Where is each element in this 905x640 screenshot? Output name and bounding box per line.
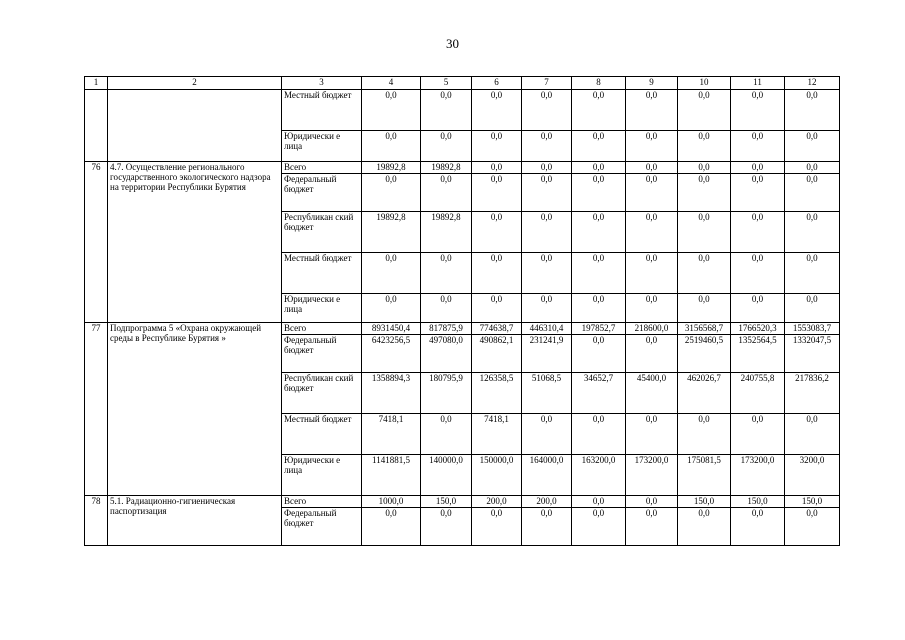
- amount-cell: 240755,8: [731, 373, 785, 414]
- table-row: [85, 496, 840, 508]
- amount-cell: 0,0: [572, 253, 626, 294]
- amount-cell: 0,0: [472, 90, 522, 131]
- funding-source: Юридически е лица: [282, 131, 362, 162]
- amount-cell: 497080,0: [421, 335, 472, 373]
- amount-cell: 0,0: [626, 414, 678, 455]
- amount-cell: 0,0: [785, 253, 840, 294]
- amount-cell: 150000,0: [472, 455, 522, 496]
- column-header: 2: [108, 77, 282, 90]
- amount-cell: 34652,7: [572, 373, 626, 414]
- funding-source: Федеральный бюджет: [282, 335, 362, 373]
- amount-cell: 0,0: [731, 414, 785, 455]
- amount-cell: 0,0: [626, 174, 678, 212]
- amount-cell: 7418,1: [362, 414, 421, 455]
- amount-cell: 0,0: [785, 174, 840, 212]
- amount-cell: 0,0: [472, 294, 522, 323]
- amount-cell: 0,0: [678, 212, 731, 253]
- amount-cell: 0,0: [572, 335, 626, 373]
- amount-cell: 0,0: [421, 90, 472, 131]
- funding-source: Республикан ский бюджет: [282, 212, 362, 253]
- amount-cell: 0,0: [731, 294, 785, 323]
- table-row: [85, 323, 840, 335]
- amount-cell: 180795,9: [421, 373, 472, 414]
- amount-cell: 0,0: [572, 508, 626, 546]
- column-header: 7: [522, 77, 572, 90]
- amount-cell: 490862,1: [472, 335, 522, 373]
- funding-source: Всего: [282, 496, 362, 508]
- amount-cell: 0,0: [472, 131, 522, 162]
- amount-cell: 1000,0: [362, 496, 421, 508]
- amount-cell: 0,0: [731, 253, 785, 294]
- amount-cell: 0,0: [472, 212, 522, 253]
- amount-cell: 19892,8: [421, 162, 472, 174]
- amount-cell: 0,0: [421, 131, 472, 162]
- amount-cell: 0,0: [572, 131, 626, 162]
- program-name: [108, 90, 282, 162]
- funding-source: Местный бюджет: [282, 90, 362, 131]
- amount-cell: 0,0: [678, 90, 731, 131]
- amount-cell: 0,0: [626, 253, 678, 294]
- program-name: 5.1. Радиационно-гигиеническая паспортизация: [108, 496, 282, 546]
- amount-cell: 231241,9: [522, 335, 572, 373]
- amount-cell: 0,0: [731, 162, 785, 174]
- amount-cell: 0,0: [626, 496, 678, 508]
- column-header: 4: [362, 77, 421, 90]
- amount-cell: 0,0: [421, 174, 472, 212]
- budget-table: [84, 76, 840, 546]
- amount-cell: 8931450,4: [362, 323, 421, 335]
- column-header: 5: [421, 77, 472, 90]
- amount-cell: 0,0: [522, 508, 572, 546]
- amount-cell: 0,0: [421, 508, 472, 546]
- amount-cell: 0,0: [626, 335, 678, 373]
- amount-cell: 0,0: [572, 496, 626, 508]
- amount-cell: 817875,9: [421, 323, 472, 335]
- amount-cell: 0,0: [785, 212, 840, 253]
- amount-cell: 0,0: [785, 294, 840, 323]
- amount-cell: 0,0: [572, 174, 626, 212]
- amount-cell: 0,0: [472, 253, 522, 294]
- column-header: 11: [731, 77, 785, 90]
- amount-cell: 0,0: [522, 131, 572, 162]
- amount-cell: 0,0: [522, 174, 572, 212]
- amount-cell: 0,0: [785, 90, 840, 131]
- amount-cell: 163200,0: [572, 455, 626, 496]
- amount-cell: 19892,8: [362, 162, 421, 174]
- row-number: 78: [85, 496, 108, 546]
- funding-source: Всего: [282, 162, 362, 174]
- amount-cell: 0,0: [472, 174, 522, 212]
- amount-cell: 0,0: [572, 90, 626, 131]
- funding-source: Федеральный бюджет: [282, 508, 362, 546]
- column-header: 8: [572, 77, 626, 90]
- row-number: [85, 90, 108, 162]
- amount-cell: 0,0: [421, 414, 472, 455]
- amount-cell: 0,0: [522, 212, 572, 253]
- amount-cell: 0,0: [626, 212, 678, 253]
- amount-cell: 0,0: [731, 131, 785, 162]
- column-header: 9: [626, 77, 678, 90]
- funding-source: Юридически е лица: [282, 294, 362, 323]
- column-header: 6: [472, 77, 522, 90]
- amount-cell: 45400,0: [626, 373, 678, 414]
- amount-cell: 774638,7: [472, 323, 522, 335]
- row-number: 77: [85, 323, 108, 496]
- table-row: [85, 162, 840, 174]
- amount-cell: 0,0: [362, 508, 421, 546]
- amount-cell: 173200,0: [626, 455, 678, 496]
- amount-cell: 7418,1: [472, 414, 522, 455]
- amount-cell: 150,0: [678, 496, 731, 508]
- amount-cell: 19892,8: [421, 212, 472, 253]
- amount-cell: 0,0: [731, 174, 785, 212]
- amount-cell: 0,0: [785, 508, 840, 546]
- funding-source: Юридически е лица: [282, 455, 362, 496]
- amount-cell: 0,0: [522, 162, 572, 174]
- amount-cell: 0,0: [626, 294, 678, 323]
- amount-cell: 175081,5: [678, 455, 731, 496]
- amount-cell: 0,0: [421, 294, 472, 323]
- amount-cell: 197852,7: [572, 323, 626, 335]
- amount-cell: 0,0: [572, 162, 626, 174]
- page-number: 30: [446, 36, 459, 51]
- amount-cell: 150,0: [731, 496, 785, 508]
- amount-cell: 218600,0: [626, 323, 678, 335]
- amount-cell: 0,0: [731, 508, 785, 546]
- amount-cell: 126358,5: [472, 373, 522, 414]
- amount-cell: 140000,0: [421, 455, 472, 496]
- amount-cell: 0,0: [678, 174, 731, 212]
- amount-cell: 446310,4: [522, 323, 572, 335]
- amount-cell: 0,0: [731, 212, 785, 253]
- amount-cell: 0,0: [626, 508, 678, 546]
- amount-cell: 0,0: [572, 212, 626, 253]
- amount-cell: 1352564,5: [731, 335, 785, 373]
- amount-cell: 0,0: [362, 174, 421, 212]
- amount-cell: 0,0: [785, 131, 840, 162]
- amount-cell: 0,0: [626, 162, 678, 174]
- amount-cell: 0,0: [785, 162, 840, 174]
- amount-cell: 0,0: [362, 131, 421, 162]
- amount-cell: 1141881,5: [362, 455, 421, 496]
- amount-cell: 0,0: [362, 253, 421, 294]
- column-header: 1: [85, 77, 108, 90]
- amount-cell: 1332047,5: [785, 335, 840, 373]
- amount-cell: 0,0: [472, 508, 522, 546]
- amount-cell: 0,0: [678, 508, 731, 546]
- amount-cell: 3200,0: [785, 455, 840, 496]
- amount-cell: 0,0: [421, 253, 472, 294]
- amount-cell: 0,0: [572, 414, 626, 455]
- amount-cell: 1553083,7: [785, 323, 840, 335]
- amount-cell: 0,0: [362, 294, 421, 323]
- amount-cell: 1358894,3: [362, 373, 421, 414]
- amount-cell: 51068,5: [522, 373, 572, 414]
- amount-cell: 3156568,7: [678, 323, 731, 335]
- funding-source: Всего: [282, 323, 362, 335]
- amount-cell: 200,0: [522, 496, 572, 508]
- amount-cell: 0,0: [472, 162, 522, 174]
- amount-cell: 0,0: [678, 294, 731, 323]
- amount-cell: 0,0: [522, 90, 572, 131]
- amount-cell: 0,0: [362, 90, 421, 131]
- amount-cell: 0,0: [522, 414, 572, 455]
- amount-cell: 217836,2: [785, 373, 840, 414]
- table-row: [85, 90, 840, 131]
- amount-cell: 200,0: [472, 496, 522, 508]
- amount-cell: 0,0: [678, 162, 731, 174]
- funding-source: Местный бюджет: [282, 414, 362, 455]
- amount-cell: 6423256,5: [362, 335, 421, 373]
- funding-source: Федеральный бюджет: [282, 174, 362, 212]
- amount-cell: 150,0: [785, 496, 840, 508]
- amount-cell: 173200,0: [731, 455, 785, 496]
- table-body: [85, 77, 840, 546]
- amount-cell: 0,0: [626, 90, 678, 131]
- funding-source: Республикан ский бюджет: [282, 373, 362, 414]
- header-row: [85, 77, 840, 90]
- amount-cell: 0,0: [785, 414, 840, 455]
- amount-cell: 2519460,5: [678, 335, 731, 373]
- amount-cell: 1766520,3: [731, 323, 785, 335]
- amount-cell: 0,0: [522, 294, 572, 323]
- column-header: 12: [785, 77, 840, 90]
- amount-cell: 462026,7: [678, 373, 731, 414]
- amount-cell: 0,0: [731, 90, 785, 131]
- amount-cell: 150,0: [421, 496, 472, 508]
- amount-cell: 164000,0: [522, 455, 572, 496]
- column-header: 10: [678, 77, 731, 90]
- row-number: 76: [85, 162, 108, 323]
- amount-cell: 0,0: [678, 414, 731, 455]
- amount-cell: 0,0: [678, 253, 731, 294]
- program-name: Подпрограмма 5 «Охрана окружающей среды в Республике Бурятия »: [108, 323, 282, 496]
- program-name: 4.7. Осуществление регионального государственного экологического надзора на территории Республики Бурятия: [108, 162, 282, 323]
- amount-cell: 0,0: [522, 253, 572, 294]
- column-header: 3: [282, 77, 362, 90]
- amount-cell: 0,0: [626, 131, 678, 162]
- amount-cell: 0,0: [678, 131, 731, 162]
- amount-cell: 19892,8: [362, 212, 421, 253]
- funding-source: Местный бюджет: [282, 253, 362, 294]
- amount-cell: 0,0: [572, 294, 626, 323]
